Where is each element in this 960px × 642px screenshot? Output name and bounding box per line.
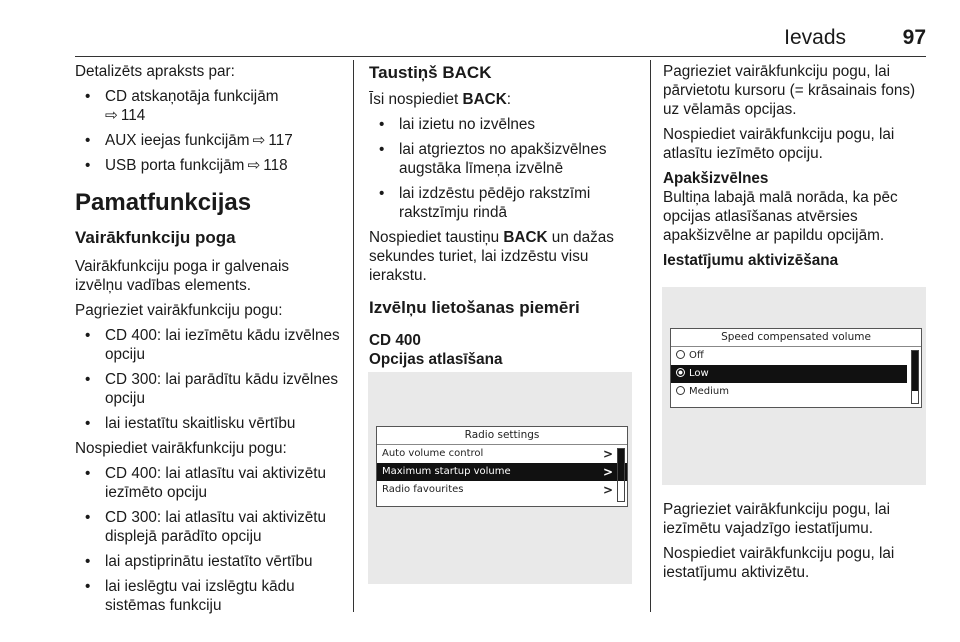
key-name: BACK bbox=[462, 91, 507, 108]
settings-panel bbox=[670, 328, 922, 408]
list-item: • lai atgrieztos no apakšizvēlnes augstāka līmeņa izvēlnē bbox=[369, 140, 637, 178]
radio-icon bbox=[676, 386, 685, 395]
option-label: Medium bbox=[689, 386, 729, 397]
subsection-heading: Izvēlņu lietošanas piemēri bbox=[369, 298, 580, 317]
ref-text: USB porta funkcijām bbox=[105, 157, 245, 174]
intro-text: Detalizēts apraksts par: bbox=[75, 63, 235, 80]
scrollbar[interactable] bbox=[617, 448, 625, 502]
paragraph: Nospiediet vairākfunkciju pogu, lai atlasītu iezīmēto opciju. bbox=[663, 126, 895, 162]
scrollbar[interactable] bbox=[911, 350, 919, 404]
menu-item-label: Auto volume control bbox=[382, 448, 484, 459]
ref-page[interactable]: 118 bbox=[263, 157, 288, 174]
chevron-right-icon: > bbox=[602, 447, 613, 461]
press-list bbox=[75, 464, 340, 615]
ref-text: AUX ieejas funkcijām bbox=[105, 132, 250, 149]
radio-checked-icon bbox=[676, 368, 685, 377]
paragraph: Pagrieziet vairākfunkciju pogu, lai iezīmētu vajadzīgo iestatījumu. bbox=[663, 501, 891, 537]
ref-page[interactable]: 117 bbox=[268, 132, 293, 149]
text-span: Īsi nospiediet bbox=[369, 91, 463, 108]
option-item-selected[interactable] bbox=[671, 365, 907, 383]
chevron-right-icon: > bbox=[602, 483, 613, 497]
scrollbar-thumb[interactable] bbox=[912, 351, 918, 391]
back-list bbox=[369, 115, 637, 222]
minor-heading: Opcijas atlasīšana bbox=[369, 351, 503, 368]
list-item: • CD 400: lai iezīmētu kādu izvēlnes opciju bbox=[75, 326, 340, 364]
menu-item-label: Maximum startup volume bbox=[382, 466, 511, 477]
section-heading: Pamatfunkcijas bbox=[75, 189, 252, 216]
minor-heading: Apakšizvēlnes bbox=[663, 170, 769, 187]
list-item: • CD 300: lai atlasītu vai aktivizētu displejā parādīto opciju bbox=[75, 508, 340, 546]
column-right-lower bbox=[663, 500, 928, 588]
option-label: Low bbox=[689, 368, 709, 379]
display-screenshot bbox=[662, 287, 926, 485]
menu-panel bbox=[376, 426, 628, 507]
list-item: • lai ieslēgtu vai izslēgtu kādu sistēmas funkciju bbox=[75, 577, 340, 615]
model-heading: CD 400 bbox=[369, 332, 421, 349]
paragraph: Nospiediet vairākfunkciju pogu, lai iestatījumu aktivizētu. bbox=[663, 545, 895, 581]
settings-title: Speed compensated volume bbox=[671, 329, 921, 347]
paragraph: Nospiediet vairākfunkciju pogu: bbox=[75, 440, 287, 457]
minor-heading: Iestatījumu aktivizēšana bbox=[663, 252, 839, 269]
menu-item-selected[interactable] bbox=[377, 463, 627, 481]
paragraph bbox=[369, 90, 637, 109]
option-label: Off bbox=[689, 350, 704, 361]
key-name: BACK bbox=[503, 229, 548, 246]
paragraph bbox=[369, 228, 637, 285]
ref-page[interactable]: 114 bbox=[120, 107, 146, 124]
ref-text: CD atskaņotāja funkcijām bbox=[105, 88, 279, 105]
menu-title: Radio settings bbox=[377, 427, 627, 445]
page-ref-arrow-icon: ⇨ bbox=[105, 107, 118, 124]
paragraph: Pagrieziet vairākfunkciju pogu, lai pārvietotu kursoru (= krāsainais fons) uz vēlamās opcijas. bbox=[663, 63, 916, 118]
list-item: • lai apstiprinātu iestatīto vērtību bbox=[75, 552, 340, 571]
menu-item[interactable] bbox=[377, 481, 627, 499]
turn-list bbox=[75, 326, 340, 433]
column-left bbox=[75, 62, 340, 621]
reference-list bbox=[75, 87, 340, 175]
subsection-heading: Vairākfunkciju poga bbox=[75, 228, 236, 247]
menu-item-label: Radio favourites bbox=[382, 484, 464, 495]
list-item bbox=[75, 131, 340, 150]
option-item[interactable] bbox=[671, 347, 921, 365]
section-heading: Taustiņš BACK bbox=[369, 63, 492, 82]
radio-icon bbox=[676, 350, 685, 359]
paragraph: Bultiņa labajā malā norāda, ka pēc opcijas atlasīšanas atvērsies apakšizvēlne ar papildu opcijām. bbox=[663, 189, 898, 244]
text-span: un dažas sekundes turiet, lai izdzēstu visu ierakstu. bbox=[369, 229, 614, 284]
list-item: • CD 400: lai atlasītu vai aktivizētu iezīmēto opciju bbox=[75, 464, 340, 502]
column-right bbox=[663, 62, 928, 270]
page-ref-arrow-icon: ⇨ bbox=[252, 132, 266, 149]
column-divider bbox=[650, 60, 651, 612]
list-item: • lai izietu no izvēlnes bbox=[369, 115, 637, 134]
column-divider bbox=[353, 60, 354, 612]
menu-item[interactable] bbox=[377, 445, 627, 463]
text-span: : bbox=[506, 91, 511, 108]
text-span: Nospiediet taustiņu bbox=[369, 229, 504, 246]
section-title: Ievads bbox=[784, 26, 846, 49]
list-item bbox=[75, 87, 340, 125]
page-number: 97 bbox=[902, 26, 926, 49]
display-screenshot bbox=[368, 372, 632, 584]
paragraph: Vairākfunkciju poga ir galvenais izvēlņu vadības elements. bbox=[75, 258, 289, 294]
list-item: • lai izdzēstu pēdējo rakstzīmi rakstzīmju rindā bbox=[369, 184, 637, 222]
option-item[interactable] bbox=[671, 383, 921, 401]
list-item bbox=[75, 156, 340, 175]
scrollbar-thumb[interactable] bbox=[618, 449, 624, 481]
header-rule bbox=[75, 56, 926, 57]
chevron-right-icon: > bbox=[602, 465, 613, 479]
list-item: • lai iestatītu skaitlisku vērtību bbox=[75, 414, 340, 433]
paragraph: Pagrieziet vairākfunkciju pogu: bbox=[75, 302, 283, 319]
page-header bbox=[75, 26, 926, 54]
list-item: • CD 300: lai parādītu kādu izvēlnes opciju bbox=[75, 370, 340, 408]
column-middle bbox=[369, 62, 637, 369]
page-ref-arrow-icon: ⇨ bbox=[247, 157, 261, 174]
